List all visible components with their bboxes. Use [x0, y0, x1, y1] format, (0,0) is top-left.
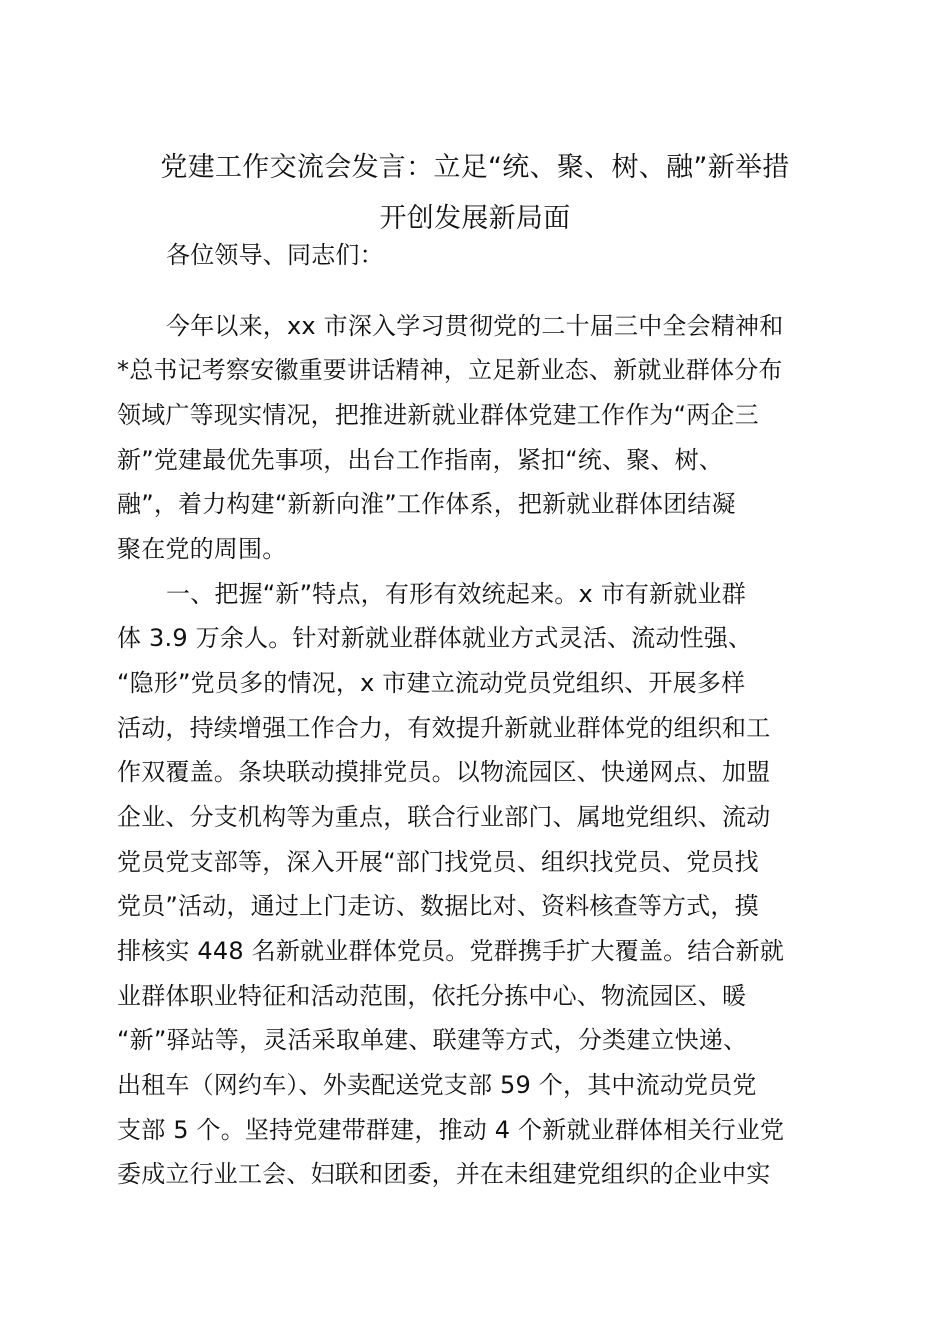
document-title-line-1: 党建工作交流会发言：立足“统、聚、树、融”新举措: [160, 152, 790, 183]
body-line: 排核实 448 名新就业群体党员。党群携手扩大覆盖。结合新就: [117, 937, 785, 965]
body-line: “隐形”党员多的情况，x 市建立流动党员党组织、开展多样: [117, 669, 746, 697]
body-line: 出租车（网约车）、外卖配送党支部 59 个，其中流动党员党: [117, 1071, 757, 1099]
body-line: 活动，持续增强工作合力，有效提升新就业群体党的组织和工: [117, 714, 771, 742]
body-line: 聚在党的周围。: [117, 535, 287, 563]
greeting: 各位领导、同志们：: [166, 241, 384, 269]
body-line: 业群体职业特征和活动范围，依托分拣中心、物流园区、暖: [117, 982, 747, 1010]
body-line: 体 3.9 万余人。针对新就业群体就业方式灵活、流动性强、: [117, 624, 753, 652]
body-line: *总书记考察安徽重要讲话精神，立足新业态、新就业群体分布: [117, 356, 783, 384]
body-line: “新”驿站等，灵活采取单建、联建等方式，分类建立快递、: [117, 1026, 748, 1054]
document-title-line-2: 开创发展新局面: [379, 203, 571, 234]
body-line: 企业、分支机构等为重点，联合行业部门、属地党组织、流动: [117, 803, 771, 831]
body-line: 委成立行业工会、妇联和团委，并在未组建党组织的企业中实: [117, 1160, 771, 1188]
body-line: 融”，着力构建“新新向淮”工作体系，把新就业群体团结凝: [117, 490, 736, 518]
body-line: 今年以来，xx 市深入学习贯彻党的二十届三中全会精神和: [166, 312, 784, 340]
body-line: 党员党支部等，深入开展“部门找党员、组织找党员、党员找: [117, 848, 759, 876]
body-line: 党员”活动，通过上门走访、数据比对、资料核查等方式，摸: [117, 892, 759, 920]
body-line: 作双覆盖。条块联动摸排党员。以物流园区、快递网点、加盟: [117, 758, 771, 786]
body-line: 支部 5 个。坚持党建带群建，推动 4 个新就业群体相关行业党: [117, 1116, 785, 1144]
body-line: 一、把握“新”特点，有形有效统起来。x 市有新就业群: [166, 580, 746, 608]
body-line: 新”党建最优先事项，出台工作指南，紧扣“统、聚、树、: [117, 446, 724, 474]
body-line: 领域广等现实情况，把推进新就业群体党建工作作为“两企三: [117, 401, 759, 429]
